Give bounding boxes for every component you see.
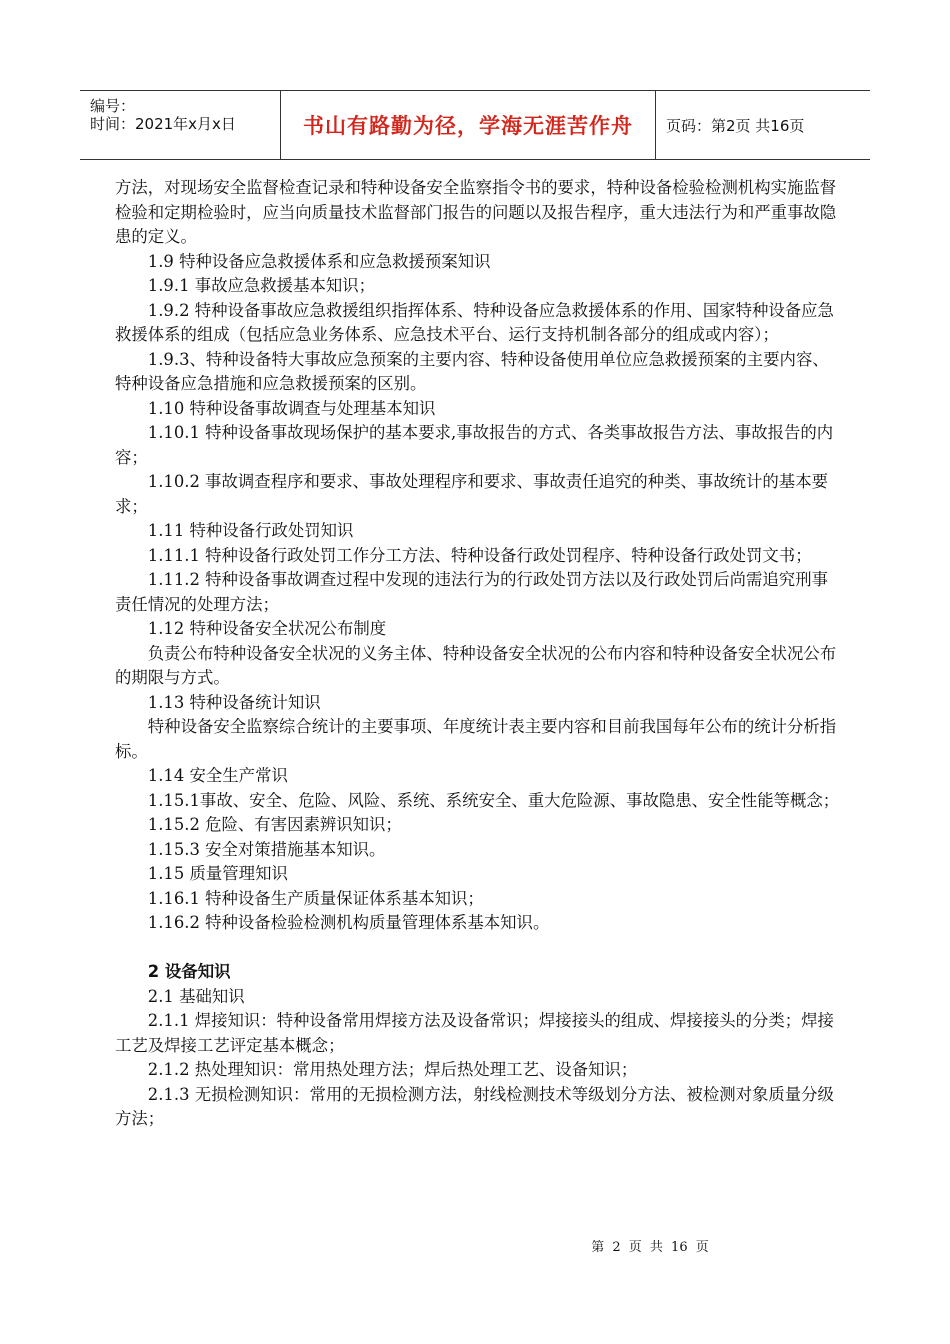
body-paragraph: 1.9 特种设备应急救援体系和应急救援预案知识 xyxy=(147,251,491,271)
body-paragraph: 1.11 特种设备行政处罚知识 xyxy=(147,521,354,540)
body-paragraph: 方法，对现场安全监督检查记录和特种设备安全监察指令书的要求，特种设备检验检测机构实施监督检验和定期检验时，应当向质量技术监督部门报告的问题以及报告程序，重大违法行为和严重事故隐患的定义。 xyxy=(115,178,837,246)
body-paragraph: 1.11.2 特种设备事故调查过程中发现的违法行为的行政处罚方法以及行政处罚后尚需追究刑事责任情况的处理方法； xyxy=(115,570,828,614)
header-page-info-cell xyxy=(656,91,870,159)
body-paragraph: 1.12 特种设备安全状况公布制度 xyxy=(147,619,387,638)
header-page-info: 页码：第2页 共16页 xyxy=(666,116,805,135)
body-paragraph: 1.15 质量管理知识 xyxy=(147,864,288,883)
body-paragraph: 2.1 基础知识 xyxy=(147,986,245,1006)
body-paragraph: 特种设备安全监察综合统计的主要事项、年度统计表主要内容和目前我国每年公布的统计分析指标。 xyxy=(115,717,837,761)
body-paragraph: 负责公布特种设备安全状况的义务主体、特种设备安全状况的公布内容和特种设备安全状况公布的期限与方式。 xyxy=(115,643,837,687)
document-body xyxy=(115,176,843,1132)
body-paragraph: 1.11.1 特种设备行政处罚工作分工方法、特种设备行政处罚程序、特种设备行政处罚文书； xyxy=(147,545,812,565)
body-paragraph: 1.10.1 特种设备事故现场保护的基本要求,事故报告的方式、各类事故报告方法、事故报告的内容； xyxy=(115,423,834,467)
header-motto-cell xyxy=(281,91,656,159)
body-paragraph: 1.15.2 危险、有害因素辨识知识； xyxy=(147,815,402,834)
body-paragraph: 1.13 特种设备统计知识 xyxy=(147,692,321,712)
body-paragraph: 1.15.3 安全对策措施基本知识。 xyxy=(147,839,386,859)
section-heading: 2 设备知识 xyxy=(147,962,231,981)
footer-page-number: 第 2 页 共 16 页 xyxy=(591,1240,709,1255)
body-paragraph: 1.10 特种设备事故调查与处理基本知识 xyxy=(147,398,436,418)
body-paragraph: 1.10.2 事故调查程序和要求、事故处理程序和要求、事故责任追究的种类、事故统计的基本要求； xyxy=(115,472,828,516)
body-paragraph: 1.9.2 特种设备事故应急救援组织指挥体系、特种设备应急救援体系的作用、国家特种设备应急救援体系的组成（包括应急业务体系、应急技术平台、运行支持机制各部分的组成或内容）； xyxy=(115,300,834,344)
document-number-label: 编号： xyxy=(90,97,136,115)
body-paragraph: 1.16.2 特种设备检验检测机构质量管理体系基本知识。 xyxy=(147,913,550,932)
header-meta xyxy=(80,91,281,159)
body-paragraph: 1.9.3、特种设备特大事故应急预案的主要内容、特种设备使用单位应急救援预案的主要内容、特种设备应急措施和应急救援预案的区别。 xyxy=(115,349,829,393)
body-paragraph: 1.15.1事故、安全、危险、风险、系统、系统安全、重大危险源、事故隐患、安全性能等概念； xyxy=(147,790,840,810)
page-footer xyxy=(0,1236,950,1255)
body-paragraph: 1.16.1 特种设备生产质量保证体系基本知识； xyxy=(147,888,484,908)
body-paragraph: 2.1.3 无损检测知识：常用的无损检测方法，射线检测技术等级划分方法、被检测对象质量分级方法； xyxy=(115,1084,834,1128)
document-date: 时间：2021年x月x日 xyxy=(90,115,236,133)
body-paragraph: 1.14 安全生产常识 xyxy=(147,766,288,785)
header-motto: 书山有路勤为径，学海无涯苦作舟 xyxy=(303,114,633,138)
page-header xyxy=(80,90,870,160)
body-paragraph: 2.1.1 焊接知识：特种设备常用焊接方法及设备常识；焊接接头的组成、焊接接头的分类；焊接工艺及焊接工艺评定基本概念； xyxy=(115,1011,834,1055)
body-paragraph: 1.9.1 事故应急救援基本知识； xyxy=(147,276,376,295)
body-paragraph: 2.1.2 热处理知识：常用热处理方法；焊后热处理工艺、设备知识； xyxy=(147,1060,638,1079)
